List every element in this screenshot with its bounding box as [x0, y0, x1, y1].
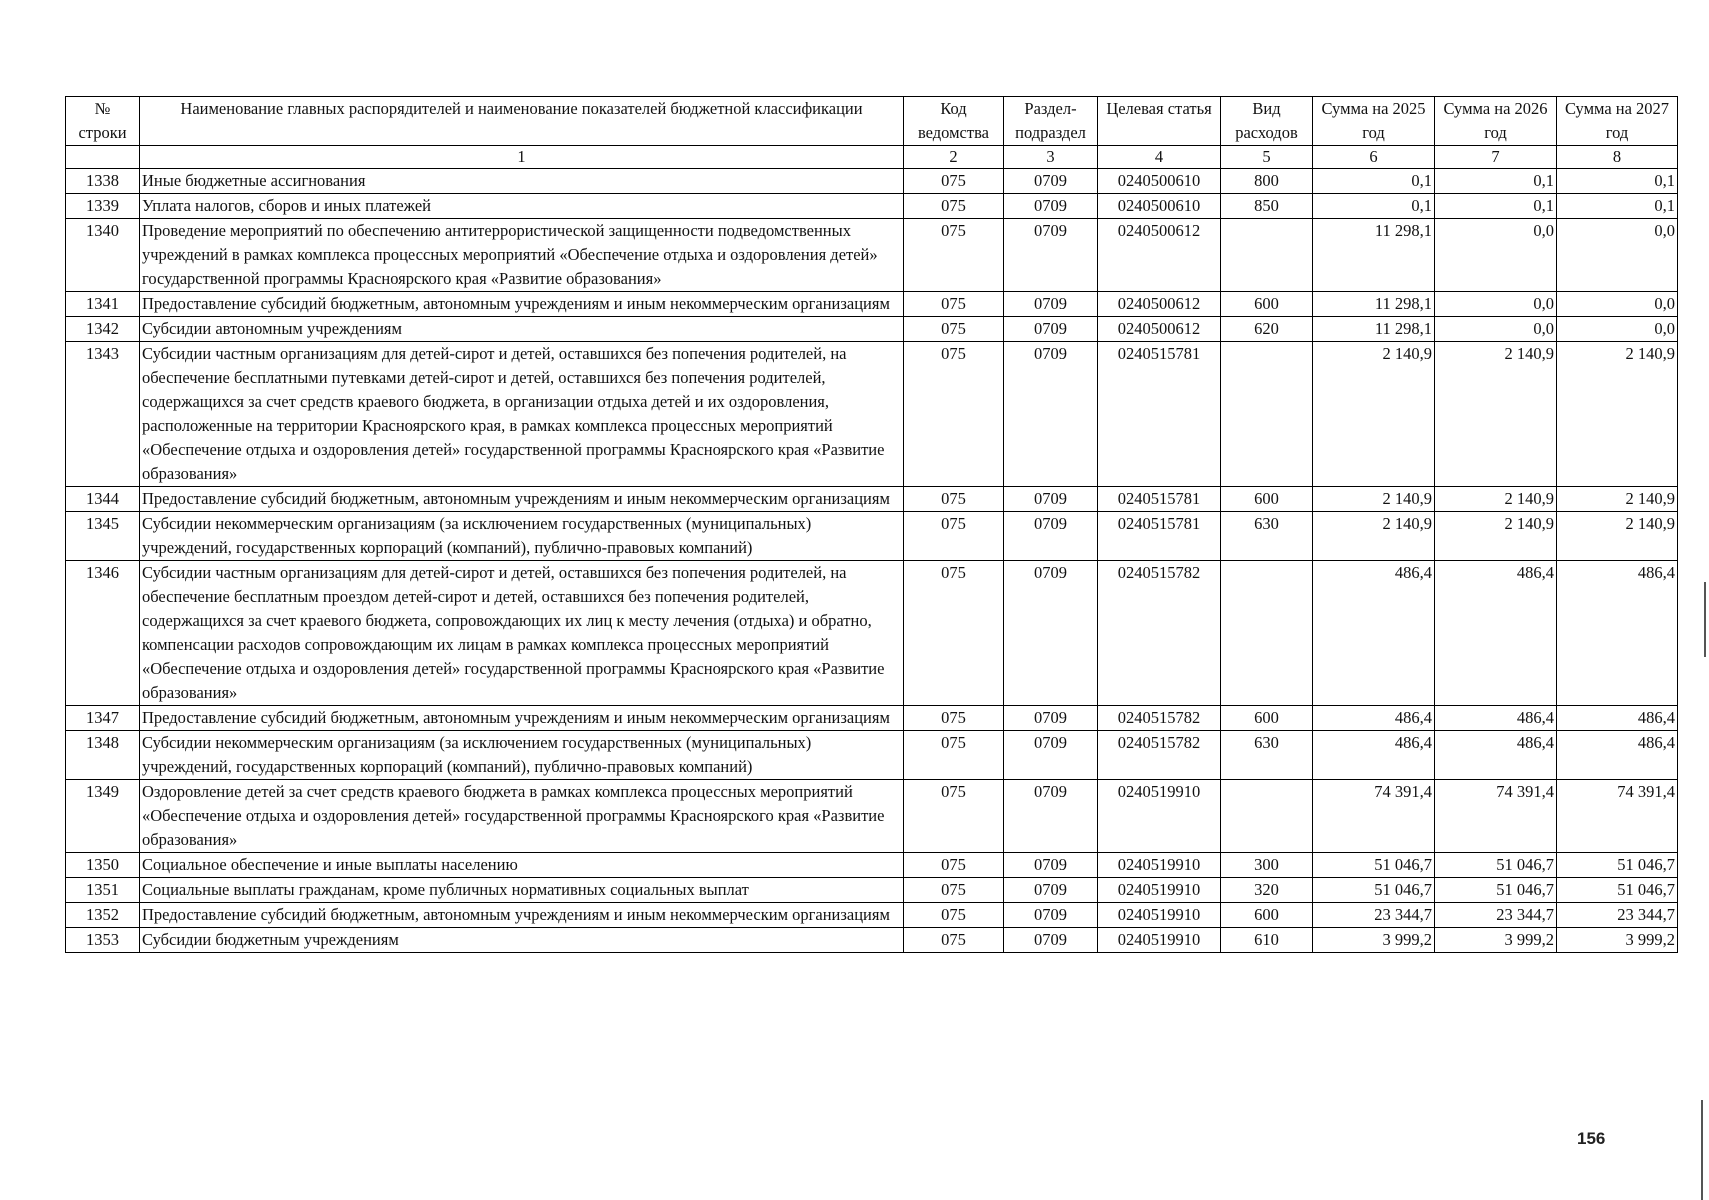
column-number [66, 146, 140, 169]
expense-type-cell: 630 [1221, 731, 1313, 780]
table-row [66, 903, 1678, 928]
amount-2027-cell: 74 391,4 [1557, 780, 1678, 853]
section-cell: 0709 [1004, 317, 1098, 342]
name-cell: Субсидии некоммерческим организациям (за исключением государственных (муниципальных) учреждений, государственных корпораций (компаний), публично-правовых компаний) [140, 512, 904, 561]
amount-2025-cell: 51 046,7 [1313, 853, 1435, 878]
section-cell: 0709 [1004, 512, 1098, 561]
table-row [66, 878, 1678, 903]
row-number-cell: 1340 [66, 219, 140, 292]
department-code-cell: 075 [904, 903, 1004, 928]
expense-type-cell: 600 [1221, 487, 1313, 512]
header-amount-2027: Сумма на 2027 год [1557, 97, 1678, 146]
amount-2027-cell: 0,0 [1557, 317, 1678, 342]
table-body [66, 169, 1678, 953]
amount-2026-cell: 2 140,9 [1435, 512, 1557, 561]
column-number: 1 [140, 146, 904, 169]
column-number: 6 [1313, 146, 1435, 169]
name-cell: Уплата налогов, сборов и иных платежей [140, 194, 904, 219]
table-row [66, 487, 1678, 512]
expense-type-cell [1221, 780, 1313, 853]
row-number-cell: 1346 [66, 561, 140, 706]
department-code-cell: 075 [904, 780, 1004, 853]
target-article-cell: 0240500610 [1098, 169, 1221, 194]
amount-2026-cell: 0,0 [1435, 292, 1557, 317]
header-target-article: Целевая статья [1098, 97, 1221, 146]
table-row [66, 561, 1678, 706]
table-row [66, 169, 1678, 194]
header-row-number: № строки [66, 97, 140, 146]
table-header [66, 97, 1678, 169]
amount-2027-cell: 0,0 [1557, 219, 1678, 292]
section-cell: 0709 [1004, 903, 1098, 928]
header-amount-2026: Сумма на 2026 год [1435, 97, 1557, 146]
section-cell: 0709 [1004, 706, 1098, 731]
row-number-cell: 1345 [66, 512, 140, 561]
section-cell: 0709 [1004, 780, 1098, 853]
expense-type-cell: 850 [1221, 194, 1313, 219]
department-code-cell: 075 [904, 853, 1004, 878]
amount-2027-cell: 486,4 [1557, 706, 1678, 731]
name-cell: Субсидии частным организациям для детей-сирот и детей, оставшихся без попечения родителей, на обеспечение бесплатным проездом детей-сирот и детей, оставшихся без попечения родителей, содержащихся за счет краевого бюджета, сопровождающих их лиц к месту лечения (отдыха) и обратно, компенсации расходов сопровождающим их лицам в рамках комплекса процессных мероприятий «Обеспечение отдыха и оздоровления детей» государственной программы Красноярского края «Развитие образования» [140, 561, 904, 706]
amount-2026-cell: 51 046,7 [1435, 853, 1557, 878]
expense-type-cell: 600 [1221, 292, 1313, 317]
row-number-cell: 1343 [66, 342, 140, 487]
amount-2025-cell: 2 140,9 [1313, 487, 1435, 512]
table-row [66, 928, 1678, 953]
amount-2025-cell: 0,1 [1313, 169, 1435, 194]
name-cell: Предоставление субсидий бюджетным, автономным учреждениям и иным некоммерческим организациям [140, 292, 904, 317]
department-code-cell: 075 [904, 292, 1004, 317]
expense-type-cell: 610 [1221, 928, 1313, 953]
section-cell: 0709 [1004, 853, 1098, 878]
target-article-cell: 0240519910 [1098, 903, 1221, 928]
page-number: 156 [1577, 1129, 1606, 1148]
department-code-cell: 075 [904, 317, 1004, 342]
row-number-cell: 1342 [66, 317, 140, 342]
target-article-cell: 0240515781 [1098, 512, 1221, 561]
amount-2026-cell: 486,4 [1435, 706, 1557, 731]
amount-2027-cell: 23 344,7 [1557, 903, 1678, 928]
amount-2027-cell: 486,4 [1557, 731, 1678, 780]
table-row [66, 194, 1678, 219]
amount-2026-cell: 0,1 [1435, 169, 1557, 194]
table-row [66, 342, 1678, 487]
amount-2027-cell: 2 140,9 [1557, 342, 1678, 487]
section-cell: 0709 [1004, 219, 1098, 292]
column-number: 7 [1435, 146, 1557, 169]
section-cell: 0709 [1004, 561, 1098, 706]
amount-2027-cell: 51 046,7 [1557, 878, 1678, 903]
section-cell: 0709 [1004, 342, 1098, 487]
section-cell: 0709 [1004, 194, 1098, 219]
department-code-cell: 075 [904, 487, 1004, 512]
row-number-cell: 1352 [66, 903, 140, 928]
column-number: 5 [1221, 146, 1313, 169]
target-article-cell: 0240500612 [1098, 292, 1221, 317]
department-code-cell: 075 [904, 219, 1004, 292]
amount-2026-cell: 0,0 [1435, 317, 1557, 342]
target-article-cell: 0240515781 [1098, 342, 1221, 487]
amount-2026-cell: 486,4 [1435, 731, 1557, 780]
amount-2027-cell: 2 140,9 [1557, 512, 1678, 561]
row-number-cell: 1350 [66, 853, 140, 878]
budget-table [65, 96, 1678, 953]
name-cell: Субсидии бюджетным учреждениям [140, 928, 904, 953]
scan-mark [1704, 582, 1706, 657]
header-row [66, 97, 1678, 146]
amount-2025-cell: 23 344,7 [1313, 903, 1435, 928]
section-cell: 0709 [1004, 878, 1098, 903]
table-row [66, 731, 1678, 780]
header-name: Наименование главных распорядителей и наименование показателей бюджетной классификации [140, 97, 904, 146]
column-number: 3 [1004, 146, 1098, 169]
target-article-cell: 0240500612 [1098, 219, 1221, 292]
name-cell: Социальное обеспечение и иные выплаты населению [140, 853, 904, 878]
header-expense-type: Вид расходов [1221, 97, 1313, 146]
name-cell: Субсидии частным организациям для детей-сирот и детей, оставшихся без попечения родителей, на обеспечение бесплатными путевками детей-сирот и детей, оставшихся без попечения родителей, содержащихся за счет средств краевого бюджета, в организации отдыха детей и их оздоровления, расположенные на территории Красноярского края, в рамках комплекса процессных мероприятий «Обеспечение отдыха и оздоровления детей» государственной программы Красноярского края «Развитие образования» [140, 342, 904, 487]
amount-2026-cell: 486,4 [1435, 561, 1557, 706]
name-cell: Предоставление субсидий бюджетным, автономным учреждениям и иным некоммерческим организациям [140, 903, 904, 928]
name-cell: Предоставление субсидий бюджетным, автономным учреждениям и иным некоммерческим организациям [140, 487, 904, 512]
amount-2025-cell: 51 046,7 [1313, 878, 1435, 903]
amount-2025-cell: 2 140,9 [1313, 512, 1435, 561]
section-cell: 0709 [1004, 928, 1098, 953]
row-number-cell: 1344 [66, 487, 140, 512]
department-code-cell: 075 [904, 169, 1004, 194]
amount-2025-cell: 2 140,9 [1313, 342, 1435, 487]
amount-2026-cell: 2 140,9 [1435, 342, 1557, 487]
row-number-cell: 1351 [66, 878, 140, 903]
row-number-cell: 1353 [66, 928, 140, 953]
row-number-cell: 1348 [66, 731, 140, 780]
expense-type-cell: 600 [1221, 903, 1313, 928]
name-cell: Субсидии некоммерческим организациям (за исключением государственных (муниципальных) учреждений, государственных корпораций (компаний), публично-правовых компаний) [140, 731, 904, 780]
section-cell: 0709 [1004, 292, 1098, 317]
name-cell: Оздоровление детей за счет средств краевого бюджета в рамках комплекса процессных мероприятий «Обеспечение отдыха и оздоровления детей» государственной программы Красноярского края «Развитие образования» [140, 780, 904, 853]
amount-2027-cell: 2 140,9 [1557, 487, 1678, 512]
amount-2025-cell: 0,1 [1313, 194, 1435, 219]
section-cell: 0709 [1004, 731, 1098, 780]
department-code-cell: 075 [904, 561, 1004, 706]
target-article-cell: 0240515782 [1098, 561, 1221, 706]
amount-2027-cell: 51 046,7 [1557, 853, 1678, 878]
expense-type-cell: 600 [1221, 706, 1313, 731]
amount-2025-cell: 74 391,4 [1313, 780, 1435, 853]
scan-mark [1701, 1100, 1703, 1200]
amount-2025-cell: 11 298,1 [1313, 317, 1435, 342]
column-number: 4 [1098, 146, 1221, 169]
amount-2025-cell: 11 298,1 [1313, 219, 1435, 292]
section-cell: 0709 [1004, 487, 1098, 512]
amount-2027-cell: 3 999,2 [1557, 928, 1678, 953]
table-row [66, 292, 1678, 317]
amount-2026-cell: 51 046,7 [1435, 878, 1557, 903]
table-row [66, 317, 1678, 342]
department-code-cell: 075 [904, 706, 1004, 731]
target-article-cell: 0240515781 [1098, 487, 1221, 512]
amount-2026-cell: 2 140,9 [1435, 487, 1557, 512]
table-row [66, 706, 1678, 731]
amount-2026-cell: 23 344,7 [1435, 903, 1557, 928]
amount-2025-cell: 486,4 [1313, 561, 1435, 706]
amount-2026-cell: 0,1 [1435, 194, 1557, 219]
department-code-cell: 075 [904, 731, 1004, 780]
table-row [66, 512, 1678, 561]
expense-type-cell [1221, 219, 1313, 292]
department-code-cell: 075 [904, 512, 1004, 561]
table-row [66, 853, 1678, 878]
amount-2027-cell: 0,0 [1557, 292, 1678, 317]
target-article-cell: 0240500612 [1098, 317, 1221, 342]
expense-type-cell: 630 [1221, 512, 1313, 561]
name-cell: Предоставление субсидий бюджетным, автономным учреждениям и иным некоммерческим организациям [140, 706, 904, 731]
amount-2026-cell: 3 999,2 [1435, 928, 1557, 953]
amount-2026-cell: 0,0 [1435, 219, 1557, 292]
target-article-cell: 0240519910 [1098, 853, 1221, 878]
amount-2027-cell: 0,1 [1557, 194, 1678, 219]
column-number: 8 [1557, 146, 1678, 169]
target-article-cell: 0240515782 [1098, 706, 1221, 731]
amount-2025-cell: 486,4 [1313, 706, 1435, 731]
department-code-cell: 075 [904, 928, 1004, 953]
expense-type-cell: 800 [1221, 169, 1313, 194]
column-number: 2 [904, 146, 1004, 169]
target-article-cell: 0240500610 [1098, 194, 1221, 219]
amount-2025-cell: 11 298,1 [1313, 292, 1435, 317]
expense-type-cell: 300 [1221, 853, 1313, 878]
target-article-cell: 0240519910 [1098, 780, 1221, 853]
header-department-code: Код ведомства [904, 97, 1004, 146]
row-number-cell: 1341 [66, 292, 140, 317]
header-section: Раздел-подраздел [1004, 97, 1098, 146]
target-article-cell: 0240519910 [1098, 928, 1221, 953]
amount-2027-cell: 486,4 [1557, 561, 1678, 706]
amount-2025-cell: 486,4 [1313, 731, 1435, 780]
name-cell: Субсидии автономным учреждениям [140, 317, 904, 342]
amount-2027-cell: 0,1 [1557, 169, 1678, 194]
header-amount-2025: Сумма на 2025 год [1313, 97, 1435, 146]
row-number-cell: 1349 [66, 780, 140, 853]
expense-type-cell: 620 [1221, 317, 1313, 342]
name-cell: Социальные выплаты гражданам, кроме публичных нормативных социальных выплат [140, 878, 904, 903]
amount-2026-cell: 74 391,4 [1435, 780, 1557, 853]
row-number-cell: 1339 [66, 194, 140, 219]
target-article-cell: 0240519910 [1098, 878, 1221, 903]
target-article-cell: 0240515782 [1098, 731, 1221, 780]
department-code-cell: 075 [904, 342, 1004, 487]
section-cell: 0709 [1004, 169, 1098, 194]
department-code-cell: 075 [904, 194, 1004, 219]
row-number-cell: 1338 [66, 169, 140, 194]
row-number-cell: 1347 [66, 706, 140, 731]
column-number-row [66, 146, 1678, 169]
name-cell: Иные бюджетные ассигнования [140, 169, 904, 194]
expense-type-cell [1221, 342, 1313, 487]
amount-2025-cell: 3 999,2 [1313, 928, 1435, 953]
table-row [66, 780, 1678, 853]
table-row [66, 219, 1678, 292]
department-code-cell: 075 [904, 878, 1004, 903]
expense-type-cell: 320 [1221, 878, 1313, 903]
name-cell: Проведение мероприятий по обеспечению антитеррористической защищенности подведомственных учреждений в рамках комплекса процессных мероприятий «Обеспечение отдыха и оздоровления детей» государственной программы Красноярского края «Развитие образования» [140, 219, 904, 292]
expense-type-cell [1221, 561, 1313, 706]
